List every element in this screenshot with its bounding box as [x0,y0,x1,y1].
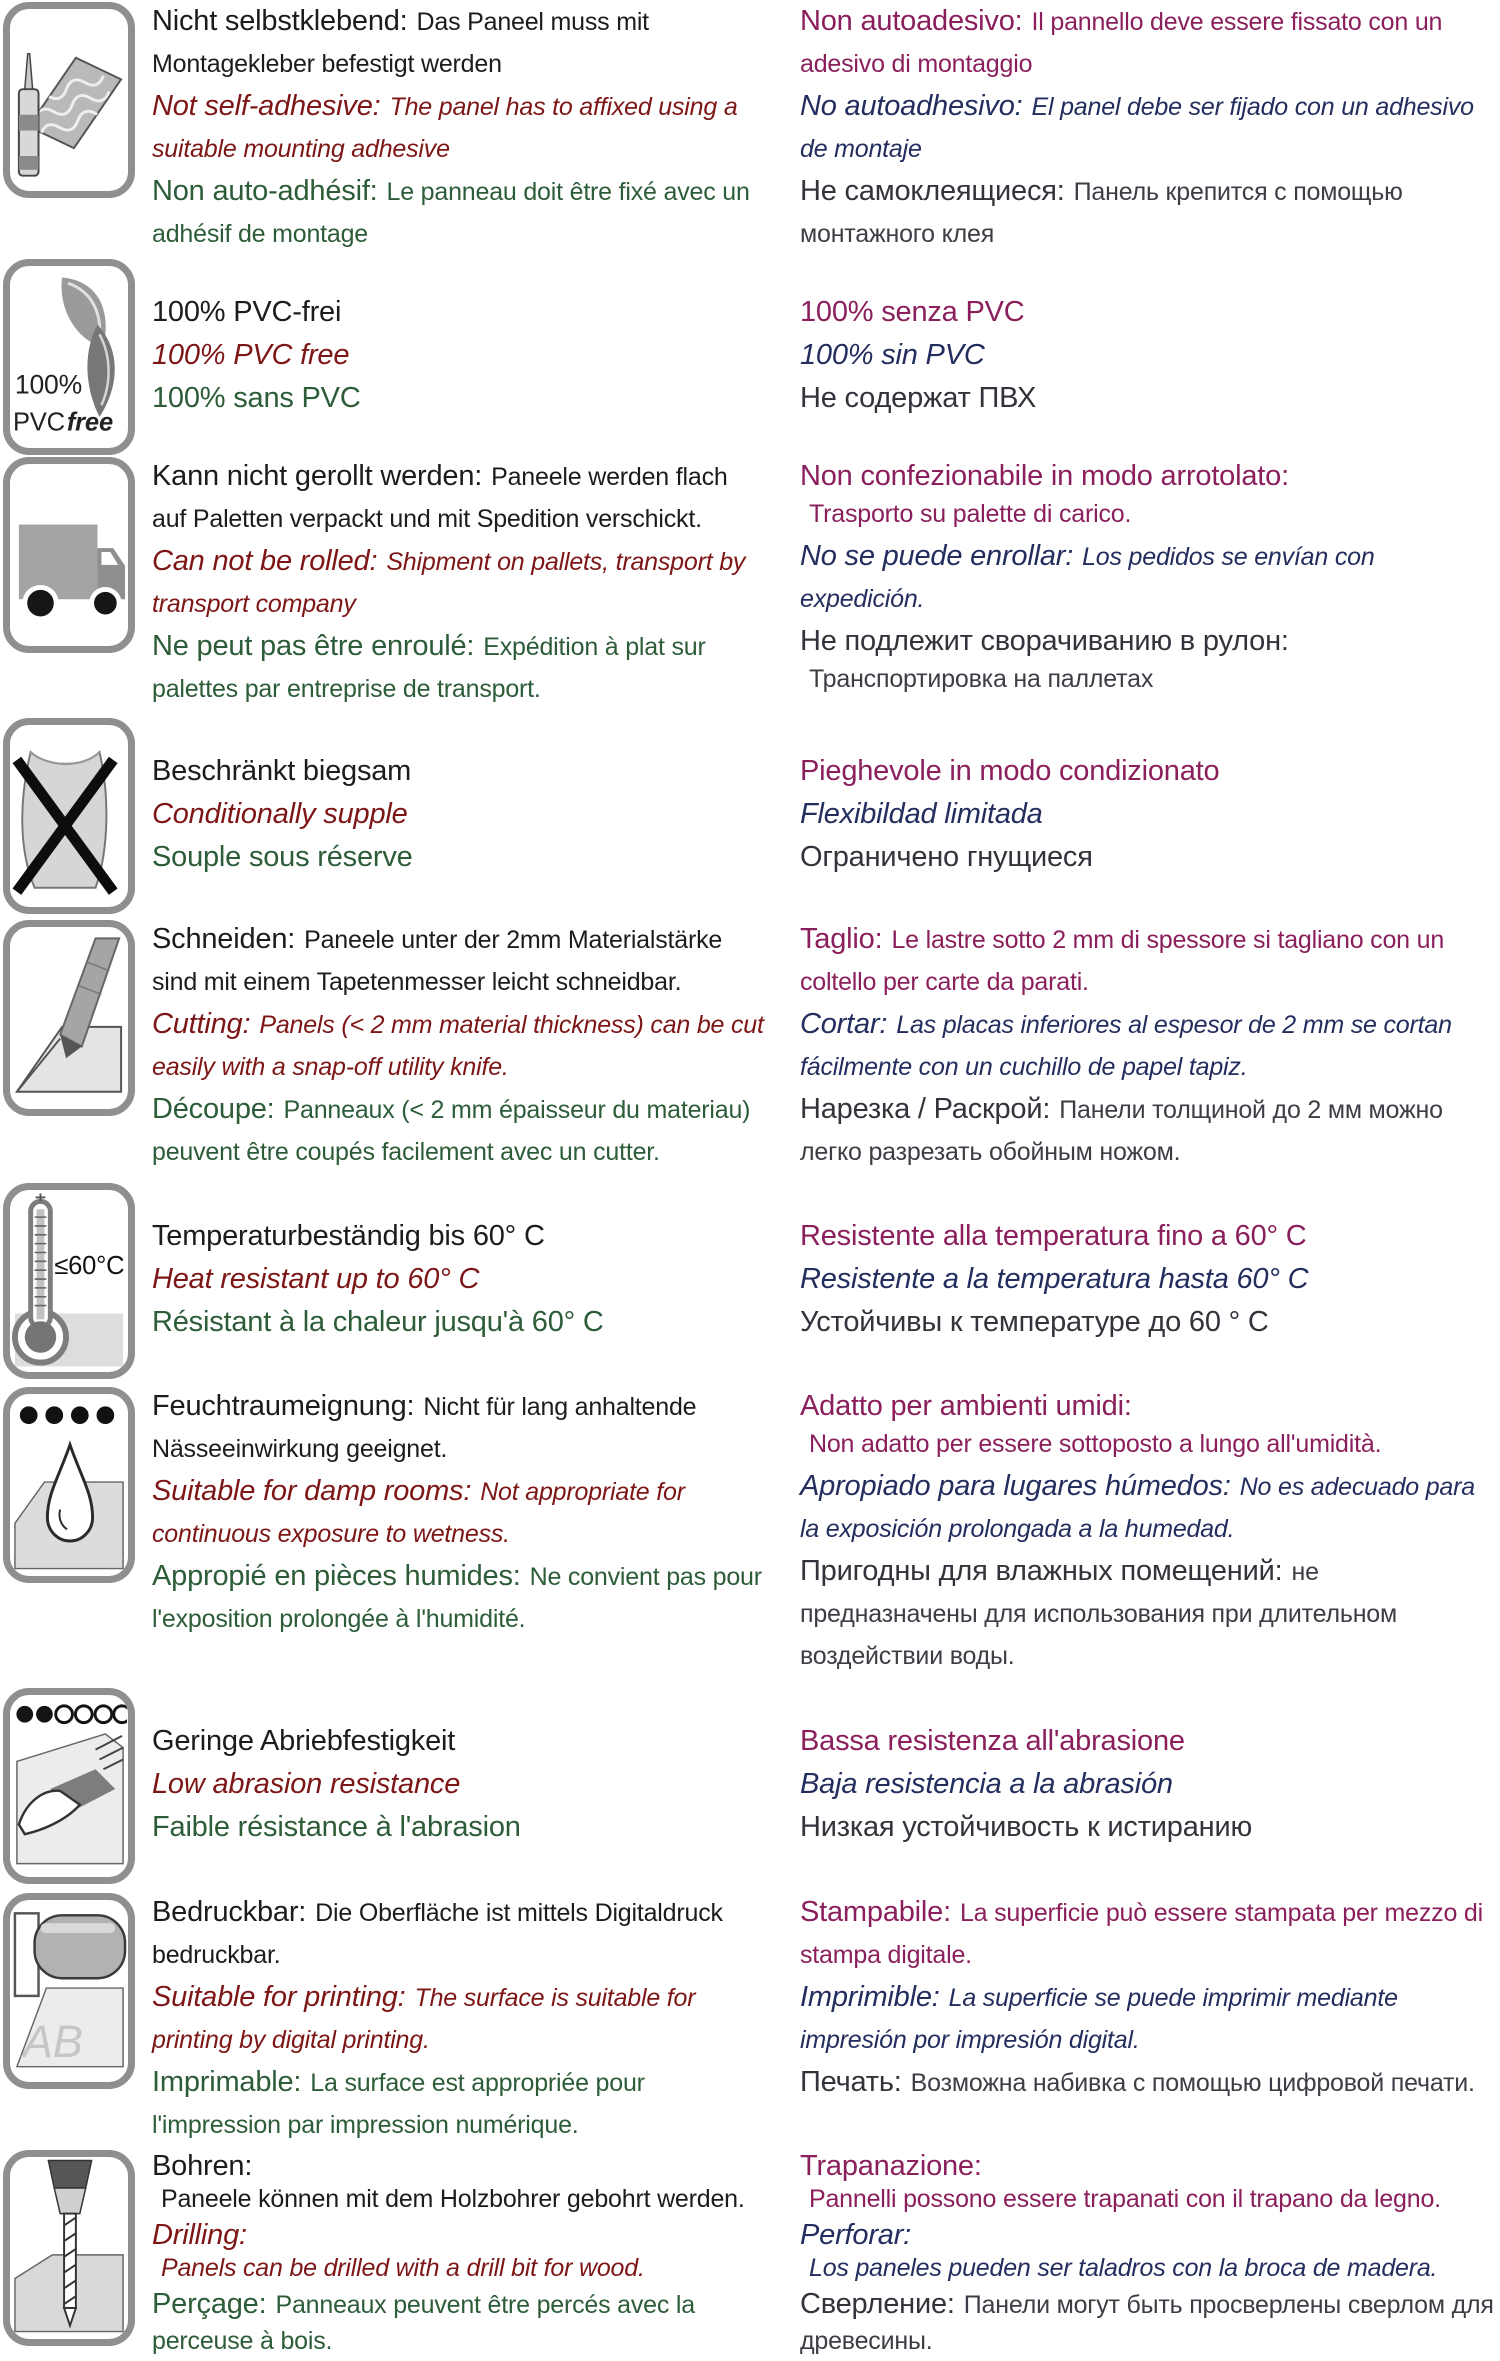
text-english: Heat resistant up to 60° C [152,1262,480,1295]
text-russian: Печать: Возможна набивка с помощью цифровой печати. [800,2066,1475,2098]
text-french: Faible résistance à l'abrasion [152,1810,521,1843]
text-german: Temperaturbeständig bis 60° C [152,1219,545,1252]
text-italian: Bassa resistenza all'abrasione [800,1724,1185,1757]
water-drop-icon [3,1387,135,1583]
text-col-de-en-fr [152,291,764,422]
text-col-it-es-ru [764,918,1500,1175]
text-german: Bedruckbar: Die Oberfläche ist mittels Digitaldruck bedruckbar. [152,1896,723,1969]
text-english: Can not be rolled: Shipment on pallets, transport by transport company [152,545,746,618]
text-german: Beschränkt biegsam [152,754,412,787]
text-col-de-en-fr [152,1215,764,1346]
text-col-de-en-fr [152,1720,764,1851]
text-german: Bohren: Paneele können mit dem Holzbohrer gebohrt werden. [152,2150,745,2213]
text-italian: Non autoadesivo: Il pannello deve essere fissato con un adesivo di montaggio [800,5,1443,78]
feature-row-cutting [0,918,1500,1175]
text-italian: Trapanazione: Pannelli possono essere trapanati con il trapano da legno. [800,2150,1441,2213]
text-russian: Ограничено гнущиеся [800,840,1093,873]
text-col-de-en-fr [152,1891,764,2148]
text-col-de-en-fr [152,918,764,1175]
text-col-de-en-fr [152,2148,764,2361]
text-col-it-es-ru [764,750,1500,881]
text-italian: Stampabile: La superficie può essere stampata per mezzo di stampa digitale. [800,1896,1483,1969]
text-col-it-es-ru [764,2148,1500,2361]
text-col-de-en-fr [152,455,764,712]
icon-cell [0,1686,152,1884]
icon-cell [0,1181,152,1379]
no-bending-icon [3,718,135,914]
feature-row-abrasion [0,1679,1500,1891]
text-french: Appropié en pièces humides: Ne convient pas pour l'exposition prolongée à l'humidité. [152,1560,762,1633]
feature-row-heat-resistance [0,1175,1500,1385]
pvc-free-leaf-icon [3,259,135,455]
utility-knife-cutting-icon [3,920,135,1116]
text-spanish: No se puede enrollar: Los pedidos se envían con expedición. [800,540,1375,613]
text-english: Suitable for printing: The surface is suitable for printing by digital printing. [152,1981,696,2054]
text-russian: Не подлежит сворачиванию в рулон: Транспортировка на паллетах [800,625,1289,693]
text-english: Cutting: Panels (< 2 mm material thickness) can be cut easily with a snap-off utility knife. [152,1008,764,1081]
text-french: Résistant à la chaleur jusqu'à 60° C [152,1305,604,1338]
feature-row-cannot-be-rolled [0,455,1500,712]
text-russian: Пригодны для влажных помещений: не предназначены для использования при длительном воздействии воды. [800,1555,1398,1670]
text-col-it-es-ru [764,1891,1500,2106]
temp-limit-label: ≤60°C [54,1252,125,1281]
icon-cell [0,0,152,198]
text-german: Geringe Abriebfestigkeit [152,1724,456,1757]
text-italian: Non confezionabile in modo arrotolato: Trasporto su palette di carico. [800,460,1289,528]
feature-row-damp-rooms [0,1385,1500,1679]
text-spanish: Apropiado para lugares húmedos: No es adecuado para la exposición prolongada a la humedad. [800,1470,1475,1543]
delivery-truck-icon [3,457,135,653]
icon-cell [0,257,152,455]
text-russian: Нарезка / Раскрой: Панели толщиной до 2 мм можно легко разрезать обойным ножом. [800,1093,1443,1166]
text-col-it-es-ru [764,455,1500,702]
text-english: Conditionally supple [152,797,408,830]
drill-bit-icon [3,2150,135,2346]
feature-row-limited-flexibility [0,712,1500,918]
text-col-de-en-fr [152,1385,764,1642]
text-spanish: Cortar: Las placas inferiores al espesor de 2 mm se cortan fácilmente con un cuchillo de papel tapiz. [800,1008,1452,1081]
text-german: Schneiden: Paneele unter der 2mm Materialstärke sind mit einem Tapetenmesser leicht schneidbar. [152,923,723,996]
icon-cell [0,455,152,653]
print-roller-icon [3,1893,135,2089]
text-spanish: No autoadhesivo: El panel debe ser fijado con un adhesivo de montaje [800,90,1474,163]
text-english: Not self-adhesive: The panel has to affixed using a suitable mounting adhesive [152,90,738,163]
printed-letters: AB [22,2015,83,2067]
text-spanish: 100% sin PVC [800,338,985,371]
icon-cell [0,1891,152,2089]
text-english: Drilling: Panels can be drilled with a drill bit for wood. [152,2219,645,2282]
text-russian: Низкая устойчивость к истиранию [800,1810,1253,1843]
text-french: Ne peut pas être enroulé: Expédition à plat sur palettes par entreprise de transport. [152,630,706,703]
text-german: Kann nicht gerollt werden: Paneele werden flach auf Paletten verpackt und mit Spedition verschickt. [152,460,728,533]
feature-row-drilling [0,2148,1500,2361]
text-french: Imprimable: La surface est appropriée pour l'impression par impression numérique. [152,2066,645,2139]
thermometer-icon [3,1183,135,1379]
text-spanish: Resistente a la temperatura hasta 60° C [800,1262,1309,1295]
text-french: Non auto-adhésif: Le panneau doit être fixé avec un adhésif de montage [152,175,750,248]
text-french: Perçage: Panneaux peuvent être percés avec la perceuse à bois. [152,2288,695,2355]
text-russian: Сверление: Панели могут быть просверлены сверлом для древесины. [800,2288,1494,2355]
svg-text:PVCfree: PVCfree [12,408,113,437]
text-spanish: Perforar: Los paneles pueden ser taladros con la broca de madera. [800,2219,1438,2282]
text-col-it-es-ru [764,291,1500,422]
text-french: 100% sans PVC [152,381,361,414]
text-russian: Не самоклеящиеся: Панель крепится с помощью монтажного клея [800,175,1403,248]
text-english: Suitable for damp rooms: Not appropriate for continuous exposure to wetness. [152,1475,685,1548]
icon-cell [0,716,152,914]
icon-cell [0,918,152,1116]
text-spanish: Flexibildad limitada [800,797,1043,830]
text-col-de-en-fr [152,750,764,881]
text-italian: Pieghevole in modo condizionato [800,754,1220,787]
text-col-it-es-ru [764,0,1500,257]
feature-row-printing [0,1891,1500,2148]
text-col-it-es-ru [764,1215,1500,1346]
text-german: Nicht selbstklebend: Das Paneel muss mit Montagekleber befestigt werden [152,5,649,78]
text-german: 100% PVC-frei [152,295,342,328]
text-spanish: Baja resistencia a la abrasión [800,1767,1173,1800]
pvc-free-percent-label: 100% [14,369,83,400]
text-russian: Устойчивы к температуре до 60 ° C [800,1305,1269,1338]
text-french: Souple sous réserve [152,840,413,873]
text-english: 100% PVC free [152,338,350,371]
text-italian: 100% senza PVC [800,295,1025,328]
icon-cell [0,2148,152,2346]
text-english: Low abrasion resistance [152,1767,461,1800]
feature-row-pvc-free [0,257,1500,455]
text-col-it-es-ru [764,1720,1500,1851]
abrasion-wipe-icon [3,1688,135,1884]
glue-cartridge-panel-icon [3,2,135,198]
icon-cell [0,1385,152,1583]
text-italian: Adatto per ambienti umidi: Non adatto per essere sottoposto a lungo all'umidità. [800,1390,1382,1458]
text-spanish: Imprimible: La superficie se puede imprimir mediante impresión por impresión digital. [800,1981,1398,2054]
text-italian: Resistente alla temperatura fino a 60° C [800,1219,1307,1252]
text-italian: Taglio: Le lastre sotto 2 mm di spessore si tagliano con un coltello per carte da parati. [800,923,1445,996]
text-french: Découpe: Panneaux (< 2 mm épaisseur du materiau) peuvent être coupés facilement avec un cutter. [152,1093,751,1166]
feature-row-not-self-adhesive [0,0,1500,257]
text-col-it-es-ru [764,1385,1500,1679]
text-col-de-en-fr [152,0,764,257]
text-russian: Не содержат ПВХ [800,381,1037,414]
text-german: Feuchtraumeignung: Nicht für lang anhaltende Nässeeinwirkung geeignet. [152,1390,697,1463]
